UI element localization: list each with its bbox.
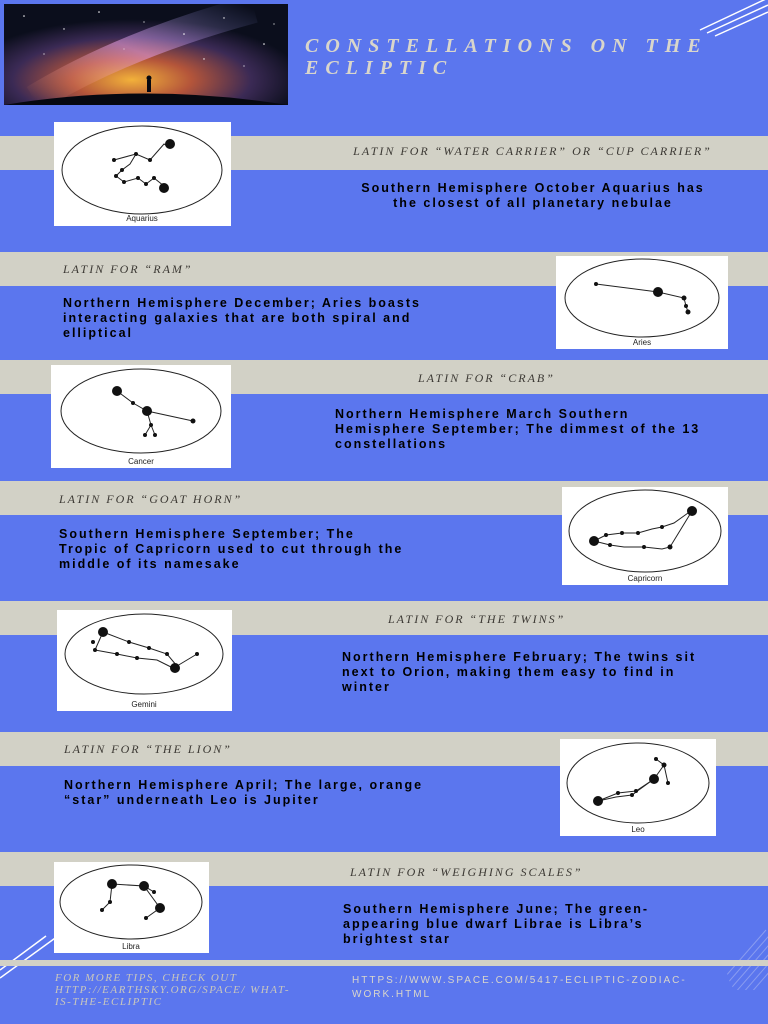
constellation-name: Libra [122,942,140,951]
constellation-name: Cancer [128,457,154,466]
constellation-card [51,365,231,468]
constellation-card [57,610,232,711]
constellation-fact: Northern Hemisphere April; The large, orange “star” underneath Leo is Jupiter [64,778,424,807]
page-title: CONSTELLATIONS ON THE ECLIPTIC [305,35,708,79]
latin-meaning-label: LATIN FOR “WATER CARRIER” OR “CUP CARRIER” [353,144,712,158]
aquarius-constellation-icon [54,122,231,226]
leo-constellation-icon [560,739,716,836]
constellation-name: Aquarius [126,214,158,223]
cancer-constellation-icon [51,365,231,468]
aries-constellation-icon [556,256,728,349]
constellation-fact: Northern Hemisphere February; The twins sit next to Orion, making them easy to find in winter [342,650,697,694]
constellation-fact: Southern Hemisphere September; The Tropic of Capricorn used to cut through the middle of its namesake [59,527,404,571]
constellation-fact: Northern Hemisphere December; Aries boasts interacting galaxies that are both spiral and elliptical [63,296,421,340]
footer-tips: FOR MORE TIPS, CHECK OUT HTTP://EARTHSKY.ORG/SPACE/ WHAT-IS-THE-ECLIPTIC [55,972,291,1008]
constellation-card [54,122,231,226]
constellation-fact: Southern Hemisphere October Aquarius has the closest of all planetary nebulae [361,181,705,210]
latin-meaning-label: LATIN FOR “RAM” [63,262,193,276]
night-sky-icon [4,4,288,105]
constellation-fact: Northern Hemisphere March Southern Hemisphere September; The dimmest of the 13 constellations [335,407,701,451]
constellation-name: Gemini [131,700,157,709]
source-link[interactable]: HTTPS://WWW.SPACE.COM/5417-ECLIPTIC-ZODIAC-WORK.HTML [352,975,687,1000]
latin-meaning-label: LATIN FOR “CRAB” [418,371,555,385]
night-sky-image [4,4,288,105]
latin-meaning-label: LATIN FOR “WEIGHING SCALES” [350,865,583,879]
latin-meaning-label: LATIN FOR “THE LION” [64,742,232,756]
constellation-fact: Southern Hemisphere June; The green-appearing blue dwarf Librae is Libra’s brightest star [343,902,650,946]
constellation-card [556,256,728,349]
constellation-card [562,487,728,585]
constellation-card [560,739,716,836]
capricorn-constellation-icon [562,487,728,585]
latin-meaning-label: LATIN FOR “GOAT HORN” [59,492,243,506]
latin-meaning-label: LATIN FOR “THE TWINS” [388,612,566,626]
constellation-name: Leo [631,825,645,834]
decorative-stripes [695,0,768,40]
constellation-name: Capricorn [627,574,663,583]
gemini-constellation-icon [57,610,232,711]
footer-divider [0,960,768,966]
constellation-name: Aries [632,338,652,347]
